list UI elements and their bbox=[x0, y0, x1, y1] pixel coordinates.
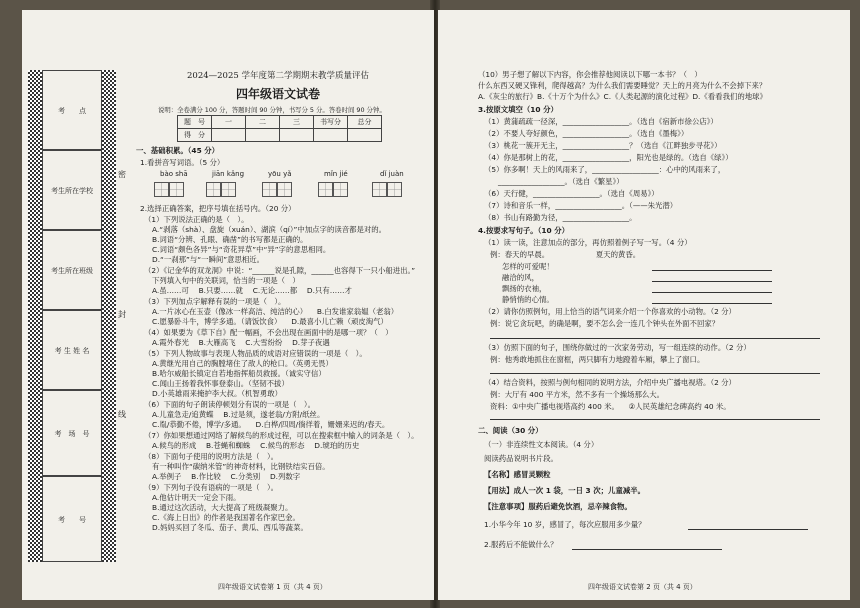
q-line: （6）下面的句子朗读停顿划分有误的一项是（ ）。 bbox=[144, 400, 315, 409]
q-line: 例：大厅有 400 平方米，然不多有一个操场那么大。 bbox=[490, 390, 665, 399]
answer-line[interactable] bbox=[652, 281, 772, 282]
exam-site-box[interactable]: 考 点 bbox=[42, 70, 102, 150]
school-year-header: 2024—2025 学年度第二学期期末教学质量评估 bbox=[187, 71, 369, 81]
q-line: （1）黄蒲疏疏一径深，__________________。（选自《宿新市徐公店》） bbox=[484, 117, 718, 126]
writing-cell[interactable] bbox=[206, 182, 221, 197]
candidate-info-strip bbox=[28, 70, 116, 562]
q-line: （4）你是那树上的花，__________________，阳光也是绿的。（选自《绿》） bbox=[484, 153, 733, 162]
exam-instructions: 说明：全卷满分 100 分，答题时间 90 分钟，书写分 5 分。答卷时间 90 分钟。 bbox=[158, 106, 386, 114]
score-label: 得 分 bbox=[178, 129, 212, 142]
writing-cell[interactable] bbox=[154, 182, 169, 197]
q-line: D.妈妈买回了冬瓜、茄子、黄瓜、西瓜等蔬菜。 bbox=[152, 523, 308, 532]
question-1: 1.看拼音写词语。（5 分） bbox=[140, 158, 225, 167]
pinyin-3: yōu yǎ bbox=[268, 170, 292, 178]
writing-cell[interactable] bbox=[372, 182, 387, 197]
q-line: 什么东西又硬又锋利，爬得越高？为什么我们需要睡觉？天上的月亮为什么不会掉下来？ bbox=[478, 81, 767, 90]
q-line: A.举例子 B.作比较 C.分类别 D.列数字 bbox=[152, 472, 301, 481]
q-line: （6）天行健，__________________。（选自《周易》） bbox=[484, 189, 659, 198]
q-line: 有一种叫作“碳纳米管”的神奇材料，比钢铁结实百倍。 bbox=[152, 462, 330, 471]
q-line: 静悄悄的心情。 bbox=[502, 295, 554, 304]
q-line: （1）下列说法正确的是（ ）。 bbox=[144, 215, 249, 224]
score-header: 题 号 bbox=[178, 116, 212, 129]
page-1-footer: 四年级语文试卷第 1 页（共 4 页） bbox=[218, 583, 327, 591]
q-line: 融洽的风， bbox=[502, 273, 539, 282]
exam-title: 四年级语文试卷 bbox=[235, 87, 320, 101]
seal-mark-xian: 线 bbox=[118, 410, 126, 419]
section-1-heading: 一、基础积累。（45 分） bbox=[136, 146, 220, 155]
exam-page-2 bbox=[438, 10, 850, 600]
q-line: 阅读药品说明书片段。 bbox=[484, 454, 558, 463]
writing-cell[interactable] bbox=[169, 182, 184, 197]
q-line: C.《海上日出》的作者是我国著名作家巴金。 bbox=[152, 513, 300, 522]
q-line: （2）不要人夸好颜色，__________________。（选自《墨梅》） bbox=[484, 129, 689, 138]
answer-line[interactable] bbox=[490, 338, 820, 339]
score-cell[interactable] bbox=[246, 129, 280, 142]
q-line: B.通过这次活动，大大提高了班级凝聚力。 bbox=[152, 503, 293, 512]
exam-page-1 bbox=[22, 10, 434, 600]
q-line: C.愿暴卧斗牛，博学多通。（请饭饮食） D.最喜小儿亡赖（顽皮淘气） bbox=[152, 317, 388, 326]
room-number-box[interactable]: 考 场 号 bbox=[42, 390, 102, 476]
q-line: （1）读一读，注意加点的部分，再仿照着例子写一写。（4 分） bbox=[484, 238, 692, 247]
q-line: （3）桃花一簇开无主，__________________？（选自《江畔独步寻花》） bbox=[484, 141, 722, 150]
q-line: A.黄继光用自己的胸膛堵住了敌人的枪口。（英勇无畏） bbox=[152, 359, 333, 368]
q-line: 例：说它贪玩吧，的确是啊，要不怎么会一连几个钟头在外面不回家？ bbox=[490, 319, 720, 328]
pinyin-5: dǐ juàn bbox=[380, 170, 404, 178]
answer-line[interactable] bbox=[572, 549, 722, 550]
writing-cell[interactable] bbox=[333, 182, 348, 197]
q-line: C.词语“颇色各异”与“奇花异草”中“异”字的意思相同。 bbox=[152, 245, 331, 254]
writing-cell[interactable] bbox=[318, 182, 333, 197]
answer-line[interactable] bbox=[652, 270, 772, 271]
q-heading: 3.按原文填空（10 分） bbox=[478, 105, 558, 114]
score-header: 总分 bbox=[348, 116, 382, 129]
q-line: D.小英雄雨来掩护李大叔。（机智勇敢） bbox=[152, 389, 282, 398]
q-line: 例：春天的早晨。 夏天的黄昏。 bbox=[490, 250, 641, 259]
pinyin-2: jiān kǎng bbox=[212, 170, 245, 178]
q-line: 2.服药后不能做什么？ bbox=[484, 540, 558, 549]
q-line: （5）你多啊！天上的风雨来了，__________________：心中的风雨来了， bbox=[484, 165, 726, 174]
q-line: （5）下列人物故事与表现人物品质的成语对应错误的一项是（ ）。 bbox=[144, 349, 367, 358]
q-line: __________________。（选自《繁星》） bbox=[498, 177, 624, 186]
q-line: （2）请你仿照例句，用上恰当的语气词来介绍一个你喜欢的小动物。（2 分） bbox=[484, 307, 736, 316]
writing-cell[interactable] bbox=[262, 182, 277, 197]
q-line: 怎样的可爱呢！ bbox=[502, 262, 554, 271]
score-cell[interactable] bbox=[212, 129, 246, 142]
score-header: 书写分 bbox=[314, 116, 348, 129]
answer-line[interactable] bbox=[490, 373, 820, 374]
q-line: （3）下列加点字解释有误的一项是（ ）。 bbox=[144, 297, 286, 306]
answer-line[interactable] bbox=[652, 292, 772, 293]
pinyin-4: mǐn jié bbox=[324, 170, 348, 178]
answer-line[interactable] bbox=[688, 529, 808, 530]
class-box[interactable]: 考生所在班级 bbox=[42, 230, 102, 310]
medicine-usage: 【用法】成人一次 1 袋，一日 3 次；儿童减半。 bbox=[484, 486, 646, 495]
q-line: A.霞外春光 B.大雁高飞 C.大雪纷纷 D.芽子夜遇 bbox=[152, 338, 330, 347]
q-line: 下列填入句中的关联词，恰当的一项是（ ） bbox=[152, 276, 300, 285]
score-header: 一 bbox=[212, 116, 246, 129]
score-cell[interactable] bbox=[280, 129, 314, 142]
score-header: 三 bbox=[280, 116, 314, 129]
writing-cell[interactable] bbox=[277, 182, 292, 197]
q-line: 飘扬的衣袖， bbox=[502, 284, 547, 293]
q-line: A.《灰尘的旅行》B.《十万个为什么》C.《人类起源的演化过程》D.《看看我们的地球》 bbox=[478, 92, 767, 101]
name-box[interactable]: 考 生 姓 名 bbox=[42, 310, 102, 390]
score-cell[interactable] bbox=[348, 129, 382, 142]
medicine-name: 【名称】感冒灵颗粒 bbox=[484, 470, 551, 479]
q-line: A.一片冰心在玉壶（像冰一样高洁、纯洁的心） B.白发谁家翁媪（老翁） bbox=[152, 307, 399, 316]
q-line: A.他估计明天一定会下雨。 bbox=[152, 493, 241, 502]
q-line: C.闻山王扬着我怀事登泰山。（坚韧不拔） bbox=[152, 379, 289, 388]
score-cell[interactable] bbox=[314, 129, 348, 142]
q-heading: 4.按要求写句子。（10 分） bbox=[478, 226, 570, 235]
pinyin-1: bào shā bbox=[160, 170, 188, 178]
score-header: 二 bbox=[246, 116, 280, 129]
q-line: （8）书山有路勤为径，__________________。 bbox=[484, 213, 637, 222]
candidate-number-box[interactable]: 考 号 bbox=[42, 476, 102, 562]
checker-pattern bbox=[102, 70, 116, 562]
checker-pattern bbox=[28, 70, 42, 562]
q-line: （3）仿照下面的句子，围绕你做过的一次家务劳动，写一组连续的动作。（2 分） bbox=[484, 343, 751, 352]
q-line: （4）如果要为《草下自》配一幅画，不会出现在画面中的是哪一项？（ ） bbox=[144, 328, 393, 337]
q-line: A.儿童急走/追黄蝶 B.过是须，遂老翁/方附/纸丝。 bbox=[152, 410, 325, 419]
q-line: 例：他秀敢地抓住在窗框，两只脚有力地蹬着车厢，攀上了窗口。 bbox=[490, 355, 705, 364]
question-2: 2.选择正确答案，把序号填在括号内。（20 分） bbox=[140, 204, 296, 213]
q-line: A.候鸟的形成 B.苍蝇和蜘蛛 C.候鸟的形态 D.琥珀的历史 bbox=[152, 441, 360, 450]
q-line: （一）非连续性文本阅读。（4 分） bbox=[484, 440, 599, 449]
q-line: C.胤/恭勤不倦，博学/多通。 D.白桦/四周/徜徉着，姗姗来迟的/春天。 bbox=[152, 420, 390, 429]
q-line: 资料：①中央广播电视塔高约 400 米。 ②人民英雄纪念碑高约 40 米。 bbox=[490, 402, 731, 411]
seal-mark-feng: 封 bbox=[118, 310, 126, 319]
q-line: （7）诗和音乐一样，__________________。（——朱光潜） bbox=[484, 201, 678, 210]
medicine-caution: 【注意事项】服药后避免饮酒，忌辛辣食物。 bbox=[484, 502, 632, 511]
q-line: （7）你如果想通过网络了解候鸟的形成过程，可以在搜索框中输入的词条是（ ）。 bbox=[144, 431, 419, 440]
q-line: （9）下列句子没有语病的一项是（ ）。 bbox=[144, 483, 279, 492]
q-line: A.虽……可 B.只要……就 C.无论……都 D.只有……才 bbox=[152, 286, 352, 295]
q-line: B.哈尔威船长镇定自若地指挥船员救援。（诚实守信） bbox=[152, 369, 326, 378]
q-line: A.“剥落（shà）、盘旋（xuán）、湖滨（qí）”中加点字的读音都是对的。 bbox=[152, 225, 387, 234]
seal-mark-mi: 密 bbox=[118, 170, 126, 179]
section-2-heading: 二、阅读（30 分） bbox=[478, 426, 543, 435]
q-line: （4）结合资料，按照与例句相同的说明方法，介绍中央广播电视塔。（2 分） bbox=[484, 378, 736, 387]
writing-cell[interactable] bbox=[387, 182, 402, 197]
school-box[interactable]: 考生所在学校 bbox=[42, 150, 102, 230]
q-line: （8）下面句子使用的说明方法是（ ）。 bbox=[144, 452, 279, 461]
answer-line[interactable] bbox=[490, 419, 820, 420]
q-line: 1.小华今年 10 岁，感冒了，每次应服用多少量？ bbox=[484, 520, 646, 529]
q-line: D.“一刹那”与“一瞬间”意思相近。 bbox=[152, 255, 265, 264]
q-line: （2）《记金华的双龙洞》中说：“______说是孔隙，______也容得下一只小船进出。” bbox=[144, 266, 416, 275]
q-line: （10）男子想了解以下内容，你会推荐他阅读以下哪一本书？（ ） bbox=[478, 70, 702, 79]
q-line: B.词语“分辨、孔眼、确凿”的书写都是正确的。 bbox=[152, 235, 308, 244]
score-table bbox=[177, 115, 382, 142]
answer-line[interactable] bbox=[652, 303, 772, 304]
writing-cell[interactable] bbox=[221, 182, 236, 197]
page-2-footer: 四年级语文试卷第 2 页（共 4 页） bbox=[588, 583, 697, 591]
